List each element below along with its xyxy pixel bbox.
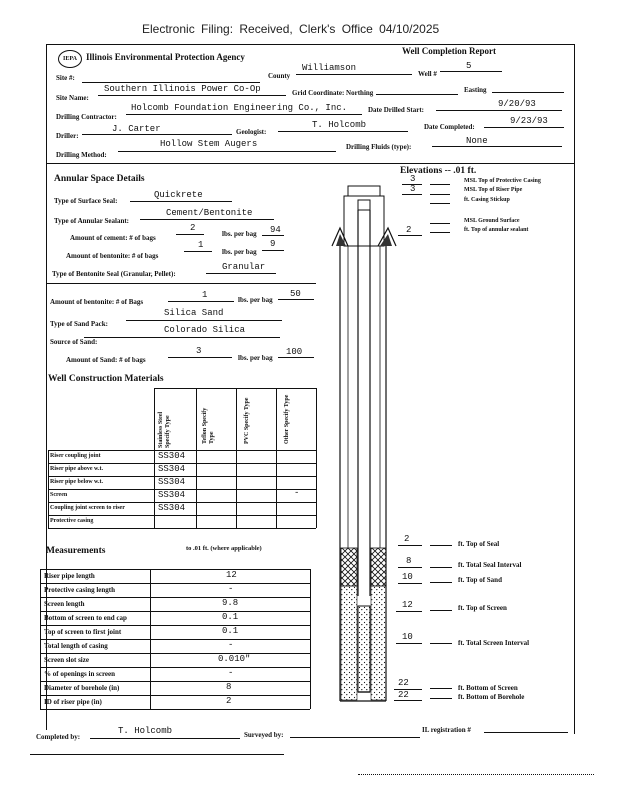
bentonite-label: Amount of bentonite: # of bags	[66, 252, 159, 260]
table-row-label: Riser pipe above w.t.	[50, 466, 104, 472]
elevation-label: ft. Total Seal Interval	[458, 561, 522, 569]
measurement-value: 0.1	[222, 612, 239, 622]
header-divider	[46, 163, 574, 164]
measurement-label: Screen length	[44, 600, 85, 608]
elevation-line	[430, 223, 450, 224]
protective-casing-body	[344, 196, 384, 246]
table-cell: SS304	[158, 490, 186, 500]
drilling-method-line	[118, 151, 336, 152]
sand-lbs-line	[278, 357, 314, 358]
cement-label: Amount of cement: # of bags	[70, 234, 156, 242]
site-name-line	[98, 95, 286, 96]
measurement-label: Bottom of screen to end cap	[44, 614, 127, 622]
elevation-line	[430, 643, 452, 644]
elevation-value: 2	[404, 534, 410, 544]
geologist-value: T. Holcomb	[312, 120, 367, 130]
filing-header: Electronic Filing: Received, Clerk's Office 04/10/2025	[142, 22, 440, 36]
site-name-value: Southern Illinois Power Co-Op	[104, 84, 261, 94]
bentonite2-bags-line	[168, 301, 234, 302]
contractor-value: Holcomb Foundation Engineering Co., Inc.	[131, 103, 348, 113]
driller-label: Driller:	[56, 132, 79, 140]
table-cell: SS304	[158, 477, 186, 487]
measurement-label: Screen slot size	[44, 656, 89, 664]
table-cell: SS304	[158, 451, 186, 461]
date-started-label: Date Drilled Start:	[368, 106, 424, 114]
sand-source-line	[84, 337, 280, 338]
driller-line	[82, 134, 232, 135]
bentonite2-label: Amount of bentonite: # of Bags	[50, 298, 144, 306]
elevation-line	[430, 194, 450, 195]
geologist-line	[278, 131, 408, 132]
table-row-label: Coupling joint screen to riser	[50, 505, 125, 511]
agency-logo: IEPA	[58, 50, 82, 68]
drilling-fluids-line	[432, 146, 562, 147]
table-cell: -	[294, 488, 300, 498]
sand-source-value: Colorado Silica	[164, 325, 246, 335]
county-value: Williamson	[302, 63, 357, 73]
table-cell: SS304	[158, 464, 186, 474]
site-name-label: Site Name:	[56, 94, 89, 102]
elevation-label: ft. Bottom of Borehole	[458, 693, 525, 701]
elevation-label: ft. Top of annular sealant	[464, 227, 529, 233]
measurement-value: -	[228, 584, 234, 594]
protective-casing	[348, 186, 380, 196]
date-completed-label: Date Completed:	[424, 123, 475, 131]
column-header-pvc: PVC Specify Type	[244, 397, 250, 444]
site-number-label: Site #:	[56, 74, 75, 82]
seal-type-line	[206, 273, 276, 274]
contractor-label: Drilling Contractor:	[56, 113, 117, 121]
elevation-label: ft. Casing Stickup	[464, 197, 510, 203]
sand-source-label: Source of Sand:	[50, 338, 98, 346]
well-diagram	[318, 176, 408, 716]
column-header-other: Other Specify Type	[284, 394, 290, 444]
table-row-label: Riser pipe below w.t.	[50, 479, 104, 485]
measurement-label: % of openings in screen	[44, 670, 116, 678]
agency-name: Illinois Environmental Protection Agency	[86, 52, 245, 62]
well-number-value: 5	[466, 61, 472, 71]
seal-type-value: Granular	[222, 262, 266, 272]
date-started-value: 9/20/93	[498, 99, 536, 109]
sand-bags-line	[168, 357, 232, 358]
sand-bags-value: 3	[196, 346, 202, 356]
surveyed-by-label: Surveyed by:	[244, 731, 284, 739]
bentonite-bags-value: 1	[198, 240, 204, 250]
elevation-line	[430, 545, 452, 546]
date-started-line	[436, 110, 562, 111]
site-number-line	[82, 82, 260, 83]
elevation-line	[430, 688, 452, 689]
elevation-value: 10	[402, 572, 413, 582]
measurements-table	[40, 569, 310, 709]
northing-line	[376, 94, 458, 95]
completed-by-line	[90, 738, 240, 739]
driller-value: J. Carter	[112, 124, 161, 134]
elevation-value: 10	[402, 632, 413, 642]
surface-seal-line	[130, 201, 232, 202]
bentonite-bags-line	[184, 251, 212, 252]
cement-lbs-value: 94	[270, 225, 281, 235]
grid-coordinate-label: Grid Coordinate: Northing	[292, 89, 374, 97]
column-header-stainless: Stainless Steel Specify Type	[158, 411, 171, 448]
cement-bags-value: 2	[190, 223, 196, 233]
table-cell: SS304	[158, 503, 186, 513]
surface-seal-value: Quickrete	[154, 190, 203, 200]
bentonite2-bags-value: 1	[202, 290, 208, 300]
measurement-value: 0.010"	[218, 654, 251, 664]
elevation-line	[430, 567, 452, 568]
form-title: Well Completion Report	[402, 46, 496, 56]
seal-type-label: Type of Bentonite Seal (Granular, Pellet):	[52, 270, 176, 278]
well-screen	[358, 606, 370, 692]
elevation-line	[430, 582, 452, 583]
measurement-value: 9.8	[222, 598, 239, 608]
measurement-label: Total length of casing	[44, 642, 108, 650]
materials-table	[48, 388, 316, 528]
contractor-line	[126, 114, 362, 115]
elevation-value: 22	[398, 678, 409, 688]
easting-line	[492, 92, 564, 93]
elevation-line	[430, 184, 450, 185]
registration-label: IL registration #	[422, 726, 471, 734]
table-row-label: Protective casing	[50, 518, 94, 524]
measurement-value: 12	[226, 570, 237, 580]
measurement-value: 0.1	[222, 626, 239, 636]
elevation-line	[430, 610, 452, 611]
measurements-title: Measurements	[46, 546, 106, 556]
elevation-label: ft. Bottom of Screen	[458, 684, 518, 692]
date-completed-value: 9/23/93	[510, 116, 548, 126]
sand-pack	[341, 586, 357, 700]
annular-sealant-value: Cement/Bentonite	[166, 208, 253, 218]
sand-pack-value: Silica Sand	[164, 308, 224, 318]
well-number-line	[440, 71, 502, 72]
elevation-line	[430, 203, 450, 204]
sand-pack-label: Type of Sand Pack:	[50, 320, 109, 328]
date-completed-line	[484, 127, 564, 128]
bentonite-seal	[341, 548, 357, 586]
elevation-label: ft. Top of Seal	[458, 540, 500, 548]
measurement-label: Protective casing length	[44, 586, 116, 594]
measurement-value: -	[228, 640, 234, 650]
measurement-value: 2	[226, 696, 232, 706]
elevation-value: 3	[410, 184, 416, 194]
elevation-label: MSL Top of Riser Pipe	[464, 187, 523, 193]
page-bottom-rule	[30, 754, 284, 755]
measurement-value: 8	[226, 682, 232, 692]
bentonite2-lbs-line	[278, 299, 314, 300]
measurement-value: -	[228, 668, 234, 678]
measurement-label: ID of riser pipe (in)	[44, 698, 102, 706]
easting-label: Easting	[464, 86, 487, 94]
registration-line	[484, 732, 568, 733]
completed-by-value: T. Holcomb	[118, 726, 173, 736]
materials-title: Well Construction Materials	[48, 374, 164, 384]
elevation-value: 12	[402, 600, 413, 610]
form-right-border	[574, 44, 575, 734]
elevation-line	[430, 232, 450, 233]
bentonite2-lbs-label: lbs. per bag	[238, 296, 273, 304]
drilling-fluids-value: None	[466, 136, 488, 146]
sand-pack-line	[126, 320, 282, 321]
bentonite-lbs-line	[262, 250, 284, 251]
elevation-label: ft. Top of Screen	[458, 604, 507, 612]
drilling-method-value: Hollow Stem Augers	[160, 139, 258, 149]
drilling-method-label: Drilling Method:	[56, 151, 107, 159]
measurement-label: Diameter of borehole (in)	[44, 684, 120, 692]
elevation-label: MSL Top of Protective Casing	[464, 178, 541, 184]
annular-sealant-label: Type of Annular Sealant:	[54, 217, 130, 225]
page-bottom-rule-right	[358, 774, 594, 775]
measurements-note: to .01 ft. (where applicable)	[186, 545, 262, 552]
elevation-label: ft. Top of Sand	[458, 576, 502, 584]
county-label: County	[268, 72, 291, 80]
table-row-label: Screen	[50, 492, 68, 498]
elevation-value: 3	[410, 174, 416, 184]
cement-bags-line	[176, 234, 204, 235]
annular-divider	[46, 283, 316, 284]
elevation-line	[430, 698, 452, 699]
measurement-label: Riser pipe length	[44, 572, 95, 580]
bentonite-lbs-value: 9	[270, 239, 276, 249]
elevations-title: Elevations -- .01 ft.	[400, 166, 477, 176]
cement-lbs-label: lbs. per bag	[222, 230, 257, 238]
cement-lbs-line	[262, 235, 284, 236]
elevation-value: 22	[398, 690, 409, 700]
elevation-label: ft. Total Screen Interval	[458, 639, 530, 647]
surveyed-by-line	[290, 737, 420, 738]
elevation-value: 2	[406, 225, 412, 235]
bentonite2-lbs-value: 50	[290, 289, 301, 299]
measurement-label: Top of screen to first joint	[44, 628, 122, 636]
bentonite-lbs-label: lbs. per bag	[222, 248, 257, 256]
elevation-value: 8	[406, 556, 412, 566]
elevation-label: MSL Ground Surface	[464, 218, 520, 224]
sand-lbs-value: 100	[286, 347, 303, 357]
geologist-label: Geologist:	[236, 128, 267, 136]
column-header-teflon: Teflon Specify Type	[202, 407, 215, 444]
sand-lbs-label: lbs. per bag	[238, 354, 273, 362]
annular-title: Annular Space Details	[54, 174, 145, 184]
county-line	[296, 74, 412, 75]
table-row-label: Riser coupling joint	[50, 453, 101, 459]
sand-label: Amount of Sand: # of bags	[66, 356, 146, 364]
well-number-label: Well #	[418, 70, 437, 78]
drilling-fluids-label: Drilling Fluids (type):	[346, 143, 412, 151]
annular-sealant-line	[140, 219, 274, 220]
completed-by-label: Completed by:	[36, 733, 81, 741]
surface-seal-label: Type of Surface Seal:	[54, 197, 118, 205]
form-top-border	[46, 44, 574, 45]
